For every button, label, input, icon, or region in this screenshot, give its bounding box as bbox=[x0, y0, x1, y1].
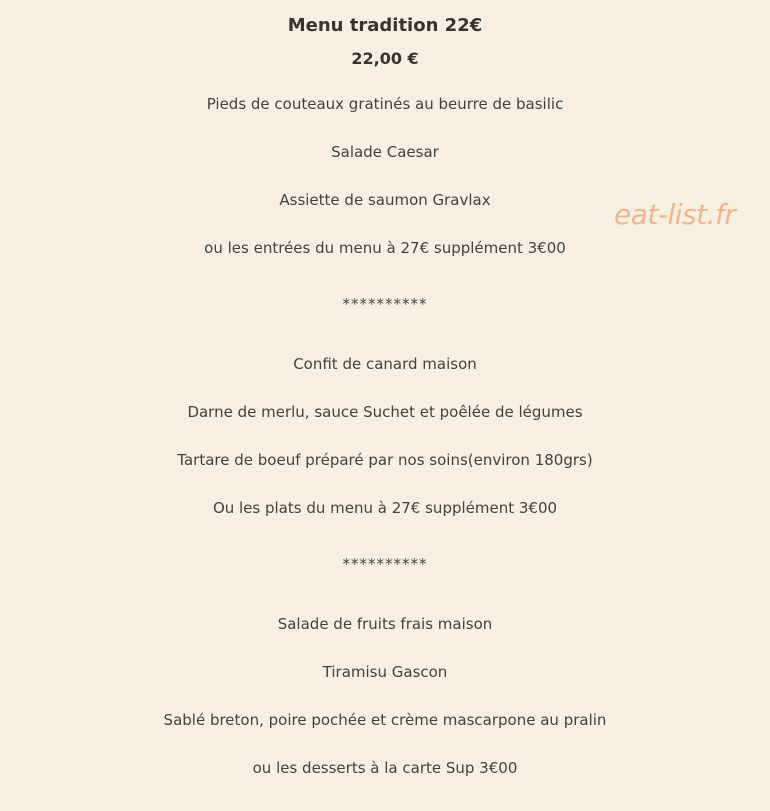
menu-title: Menu tradition 22€ bbox=[287, 15, 483, 36]
section-separator: ********** bbox=[342, 555, 428, 573]
dessert-item: Salade de fruits frais maison bbox=[277, 615, 493, 633]
dessert-item: Sablé breton, poire pochée et crème mascarpone au pralin bbox=[163, 711, 607, 729]
section-separator: ********** bbox=[342, 295, 428, 313]
entree-item: Assiette de saumon Gravlax bbox=[279, 191, 491, 209]
watermark-logo: eat-list.fr bbox=[614, 198, 736, 231]
entree-item: Salade Caesar bbox=[331, 143, 439, 161]
plat-item: Confit de canard maison bbox=[293, 355, 477, 373]
plat-item: Ou les plats du menu à 27€ supplément 3€00 bbox=[212, 499, 558, 517]
entree-item: Pieds de couteaux gratinés au beurre de basilic bbox=[206, 95, 564, 113]
dessert-item: Tiramisu Gascon bbox=[322, 663, 448, 681]
menu-price: 22,00 € bbox=[351, 49, 419, 68]
plat-item: Tartare de boeuf préparé par nos soins(environ 180grs) bbox=[177, 451, 593, 469]
entree-item: ou les entrées du menu à 27€ supplément 3€00 bbox=[204, 239, 566, 257]
plat-item: Darne de merlu, sauce Suchet et poêlée de légumes bbox=[187, 403, 583, 421]
dessert-item: ou les desserts à la carte Sup 3€00 bbox=[252, 759, 518, 777]
